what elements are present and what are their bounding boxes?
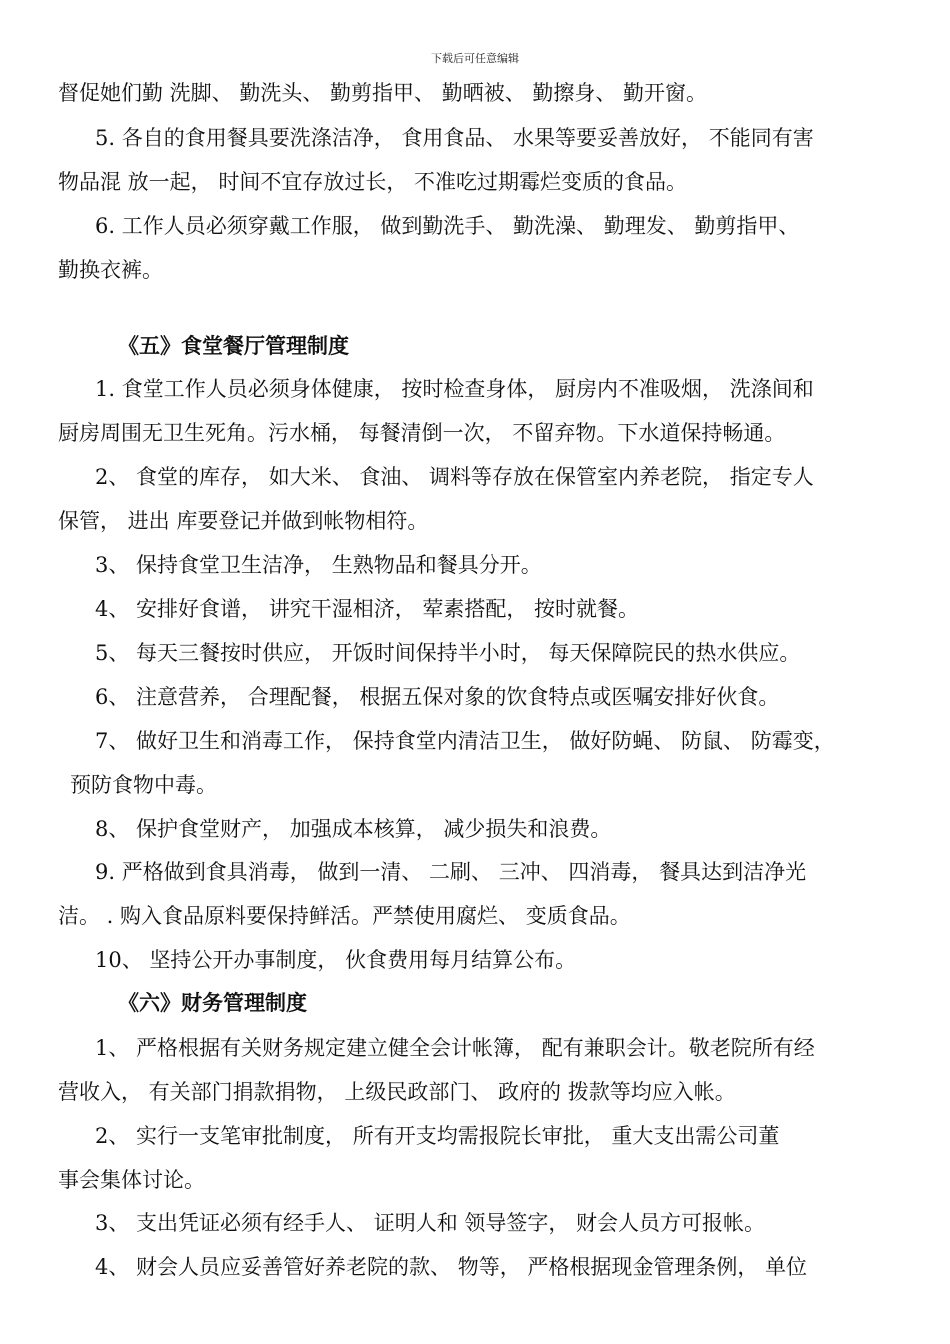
text-line: 营收入， 有关部门捐款捐物， 上级民政部门、 政府的 拨款等均应入帐。 [58, 1080, 736, 1104]
text-line: 厨房周围无卫生死角。污水桶， 每餐清倒一次， 不留弃物。下水道保持畅通。 [58, 421, 786, 445]
text-line: 督促她们勤 洗脚、 勤洗头、 勤剪指甲、 勤晒被、 勤擦身、 勤开窗。 [58, 81, 708, 105]
text-line: 9. 严格做到食具消毒， 做到一清、 二刷、 三冲、 四消毒， 餐具达到洁净光 [95, 860, 807, 884]
text-line: 物品混 放一起， 时间不宜存放过长， 不准吃过期霉烂变质的食品。 [58, 170, 688, 194]
text-line: 5. 各自的食用餐具要洗涤洁净， 食用食品、 水果等要妥善放好， 不能同有害 [95, 126, 814, 150]
text-line: 5、 每天三餐按时供应， 开饭时间保持半小时， 每天保障院民的热水供应。 [95, 641, 801, 665]
text-line: 保管， 进出 库要登记并做到帐物相符。 [58, 509, 429, 533]
text-line: 7、 做好卫生和消毒工作， 保持食堂内清洁卫生， 做好防蝇、 防鼠、 防霉变， [95, 729, 835, 753]
text-line: 洁。 . 购入食品原料要保持鲜活。严禁使用腐烂、 变质食品。 [58, 904, 631, 928]
download-note: 下载后可任意编辑 [431, 52, 519, 65]
text-line: 2、 实行一支笔审批制度， 所有开支均需报院长审批， 重大支出需公司董 [95, 1124, 780, 1148]
text-line: 8、 保护食堂财产， 加强成本核算， 减少损失和浪费。 [95, 817, 612, 841]
section-heading-canteen: 《五》食堂餐厅管理制度 [118, 333, 349, 358]
text-line: 3、 保持食堂卫生洁净， 生熟物品和餐具分开。 [95, 553, 542, 577]
text-line: 1. 食堂工作人员必须身体健康， 按时检查身体， 厨房内不准吸烟， 洗涤间和 [95, 377, 814, 401]
section-heading-finance: 《六》财务管理制度 [118, 990, 307, 1015]
text-line: 预防食物中毒。 [70, 773, 217, 797]
text-line: 4、 财会人员应妥善管好养老院的款、 物等， 严格根据现金管理条例， 单位 [95, 1255, 808, 1279]
text-line: 2、 食堂的库存， 如大米、 食油、 调料等存放在保管室内养老院， 指定专人 [95, 465, 814, 489]
text-line: 6、 注意营养， 合理配餐， 根据五保对象的饮食特点或医嘱安排好伙食。 [95, 685, 780, 709]
text-line: 6. 工作人员必须穿戴工作服， 做到勤洗手、 勤洗澡、 勤理发、 勤剪指甲、 [95, 214, 800, 238]
text-line: 事会集体讨论。 [58, 1168, 205, 1192]
text-line: 4、 安排好食谱， 讲究干湿相济， 荤素搭配， 按时就餐。 [95, 597, 640, 621]
text-line: 3、 支出凭证必须有经手人、 证明人和 领导签字， 财会人员方可报帐。 [95, 1211, 766, 1235]
text-line: 1、 严格根据有关财务规定建立健全会计帐簿， 配有兼职会计。敬老院所有经 [95, 1036, 815, 1060]
text-line: 10、 坚持公开办事制度， 伙食费用每月结算公布。 [95, 948, 577, 972]
text-line: 勤换衣裤。 [58, 258, 163, 282]
